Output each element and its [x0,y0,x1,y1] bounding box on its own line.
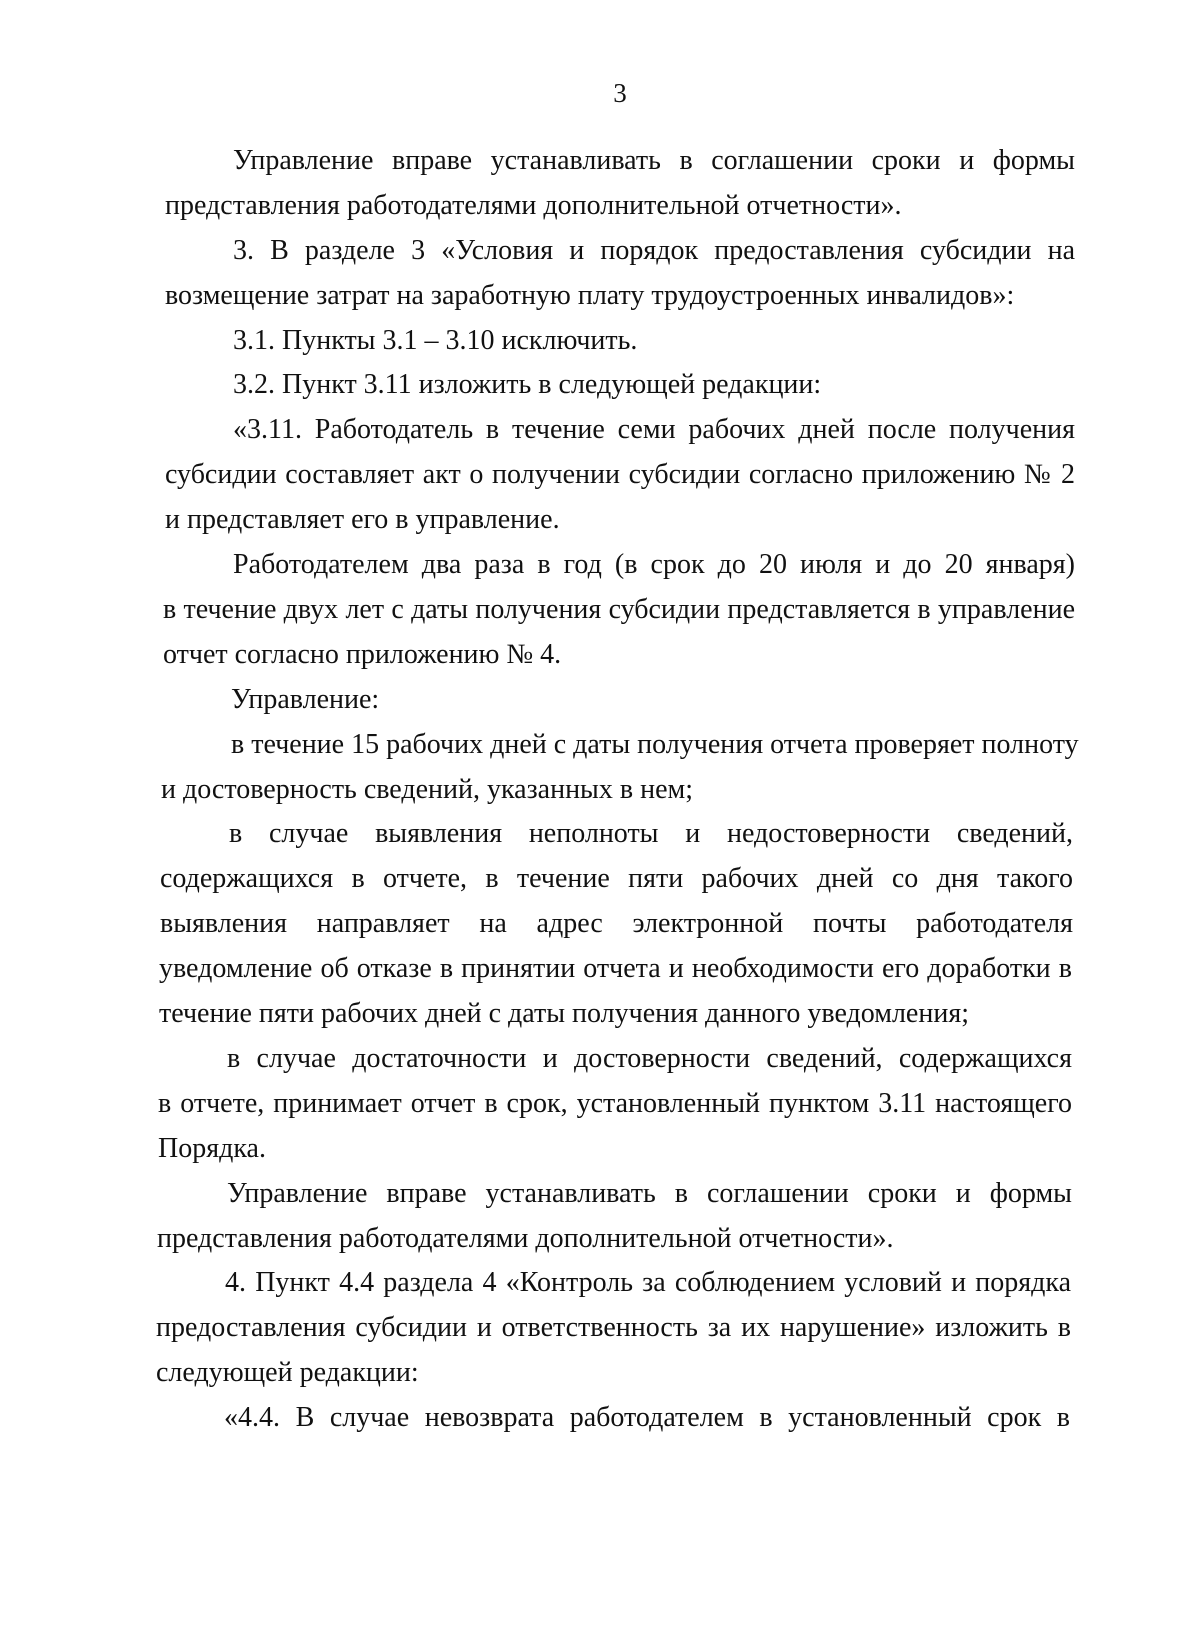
text-line: возмещение затрат на заработную плату трудоустроенных инвалидов»: [165,280,1015,311]
text-line: Управление вправе устанавливать в соглашении сроки и формы [233,145,1075,176]
text-line: субсидии составляет акт о получении субсидии согласно приложению № 2 [165,459,1075,490]
text-line: в течение 15 рабочих дней с даты получения отчета проверяет полноту [231,729,1079,760]
text-line: в случае достаточности и достоверности сведений, содержащихся [227,1043,1072,1074]
text-line: Управление вправе устанавливать в соглашении сроки и формы [227,1178,1072,1209]
text-line: отчет согласно приложению № 4. [163,639,562,670]
text-line: 3.2. Пункт 3.11 изложить в следующей редакции: [233,369,822,400]
text-line: уведомление об отказе в принятии отчета и необходимости его доработки в [159,953,1072,984]
text-line: выявления направляет на адрес электронной почты работодателя [160,908,1073,939]
text-line: 3. В разделе 3 «Условия и порядок предоставления субсидии на [233,235,1075,266]
text-line: представления работодателями дополнительной отчетности». [157,1223,894,1254]
text-line: в течение двух лет с даты получения субсидии представляется в управление [163,594,1075,625]
text-line: предоставления субсидии и ответственность за их нарушение» изложить в [156,1312,1071,1343]
text-line: Работодателем два раза в год (в срок до 20 июля и до 20 января) [233,549,1075,580]
page-number: 3 [613,78,627,108]
text-line: содержащихся в отчете, в течение пяти рабочих дней со дня такого [160,863,1073,894]
text-line: 3.1. Пункты 3.1 – 3.10 исключить. [233,325,638,356]
text-line: течение пяти рабочих дней с даты получения данного уведомления; [159,998,969,1029]
text-line: и представляет его в управление. [165,504,560,535]
text-line: в отчете, принимает отчет в срок, установленный пунктом 3.11 настоящего [158,1088,1072,1119]
text-line: в случае выявления неполноты и недостоверности сведений, [229,818,1073,849]
text-line: «4.4. В случае невозврата работодателем в установленный срок в [224,1402,1070,1433]
text-line: Порядка. [158,1133,266,1164]
text-line: и достоверность сведений, указанных в нем; [161,774,693,805]
text-line: 4. Пункт 4.4 раздела 4 «Контроль за соблюдением условий и порядка [225,1267,1071,1298]
text-line: Управление: [231,684,380,715]
text-line: представления работодателями дополнительной отчетности». [165,190,902,221]
text-line: «3.11. Работодатель в течение семи рабочих дней после получения [233,414,1075,445]
text-line: следующей редакции: [156,1357,419,1388]
